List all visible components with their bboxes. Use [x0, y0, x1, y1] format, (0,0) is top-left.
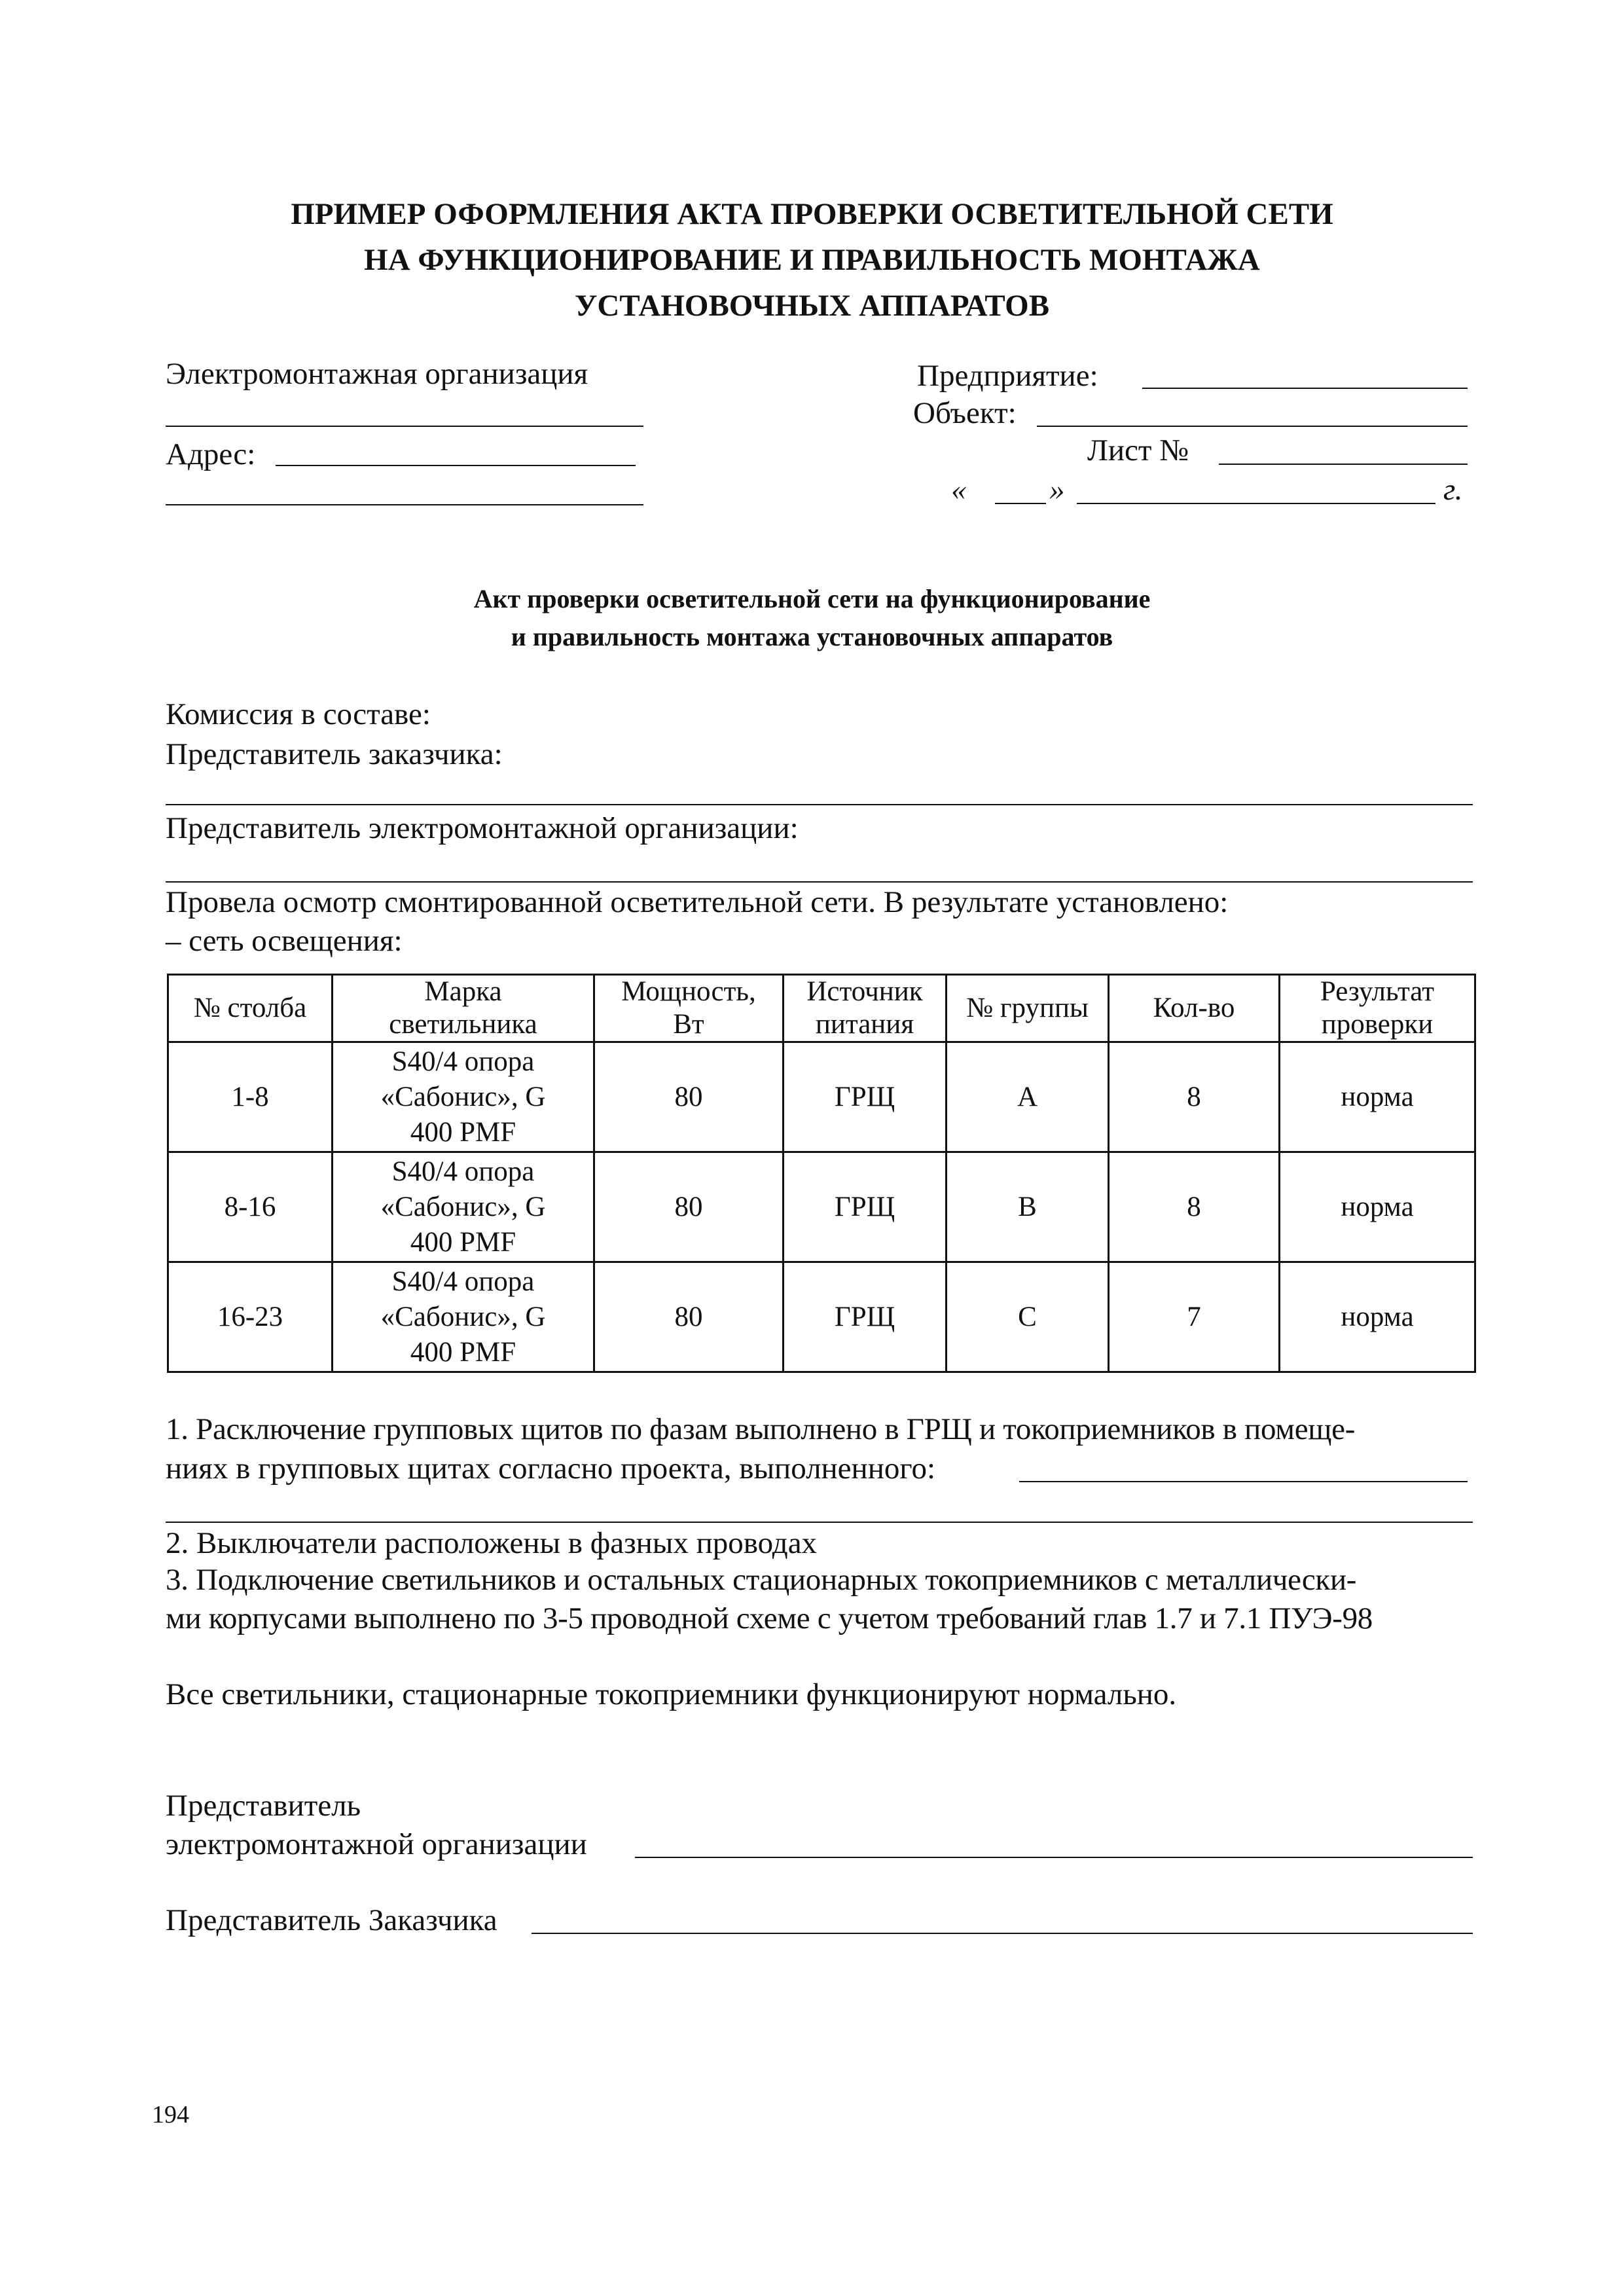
object-label: Объект: [913, 396, 1017, 430]
sheet-label: Лист № [1087, 433, 1189, 467]
item-1-project-line-2 [166, 1522, 1473, 1523]
cell-result: норма [1280, 1262, 1475, 1372]
title-line-3: УСТАНОВОЧНЫХ АППАРАТОВ [574, 289, 1050, 323]
cell-source: ГРЩ [784, 1042, 947, 1152]
sheet-line [1219, 464, 1468, 465]
address-line [276, 465, 636, 466]
cell-brand: S40/4 опора «Сабонис», G 400 PMF [333, 1152, 594, 1262]
signature-contractor-line [635, 1857, 1473, 1858]
year-suffix: г. [1443, 473, 1463, 507]
cell-count: 8 [1109, 1152, 1280, 1262]
contractor-rep-label: Представитель электромонтажной организации: [166, 811, 799, 845]
signature-customer-label: Представитель Заказчика [166, 1903, 497, 1937]
customer-rep-line [166, 804, 1473, 805]
conclusion-text: Все светильники, стационарные токоприемники функционируют нормально. [166, 1677, 1177, 1711]
item-1-line-1: 1. Расключение групповых щитов по фазам выполнено в ГРЩ и токоприемников в помеще- [166, 1412, 1356, 1446]
header-power: Мощность, Вт [594, 975, 784, 1042]
cell-pole: 16-23 [168, 1262, 333, 1372]
title-line-2: НА ФУНКЦИОНИРОВАНИЕ И ПРАВИЛЬНОСТЬ МОНТАЖА [364, 243, 1260, 277]
commission-label: Комиссия в составе: [166, 697, 431, 731]
date-open-quote: « [951, 473, 967, 507]
org-label: Электромонтажная организация [166, 357, 588, 391]
cell-pole: 8-16 [168, 1152, 333, 1262]
cell-result: норма [1280, 1152, 1475, 1262]
address-line-2 [166, 504, 643, 505]
customer-rep-label: Представитель заказчика: [166, 737, 503, 771]
item-1-line-2: ниях в групповых щитах согласно проекта, выполненного: [166, 1451, 936, 1486]
page-number: 194 [152, 2101, 189, 2128]
cell-power: 80 [594, 1152, 784, 1262]
org-name-line [166, 426, 643, 427]
cell-result: норма [1280, 1042, 1475, 1152]
address-label: Адрес: [166, 437, 256, 471]
document-title [0, 191, 1624, 329]
enterprise-line [1142, 388, 1468, 389]
cell-count: 8 [1109, 1042, 1280, 1152]
act-title-line-1: Акт проверки осветительной сети на функционирование [473, 584, 1151, 613]
cell-group: B [947, 1152, 1109, 1262]
header-brand: Марка светильника [333, 975, 594, 1042]
cell-group: C [947, 1262, 1109, 1372]
cell-source: ГРЩ [784, 1152, 947, 1262]
network-label: – сеть освещения: [166, 924, 403, 958]
signature-customer-line [532, 1933, 1473, 1934]
header-source: Источник питания [784, 975, 947, 1042]
item-3-line-1: 3. Подключение светильников и остальных стационарных токоприемников с металлически- [166, 1563, 1357, 1597]
cell-pole: 1-8 [168, 1042, 333, 1152]
cell-count: 7 [1109, 1262, 1280, 1372]
contractor-rep-line [166, 881, 1473, 883]
enterprise-label: Предприятие: [917, 359, 1098, 393]
cell-group: A [947, 1042, 1109, 1152]
header-pole: № столба [168, 975, 333, 1042]
object-line [1037, 426, 1468, 427]
signature-contractor-line-2: электромонтажной организации [166, 1827, 587, 1861]
date-month-line [1077, 503, 1435, 504]
header-count: Кол-во [1109, 975, 1280, 1042]
table-header-row [168, 975, 1475, 1042]
header-group: № группы [947, 975, 1109, 1042]
date-day-line [995, 503, 1046, 504]
cell-power: 80 [594, 1042, 784, 1152]
cell-brand: S40/4 опора «Сабонис», G 400 PMF [333, 1262, 594, 1372]
table-row [168, 1042, 1475, 1152]
cell-power: 80 [594, 1262, 784, 1372]
header-result: Результат проверки [1280, 975, 1475, 1042]
signature-contractor-line-1: Представитель [166, 1789, 361, 1823]
act-title [0, 580, 1624, 656]
title-line-1: ПРИМЕР ОФОРМЛЕНИЯ АКТА ПРОВЕРКИ ОСВЕТИТЕЛЬНОЙ СЕТИ [291, 197, 1333, 231]
item-1-project-line [1019, 1481, 1468, 1482]
lighting-table [167, 974, 1476, 1373]
table-row [168, 1152, 1475, 1262]
item-2: 2. Выключатели расположены в фазных проводах [166, 1526, 818, 1560]
cell-source: ГРЩ [784, 1262, 947, 1372]
cell-brand: S40/4 опора «Сабонис», G 400 PMF [333, 1042, 594, 1152]
date-close-quote: » [1049, 473, 1065, 507]
act-title-line-2: и правильность монтажа установочных аппаратов [511, 622, 1113, 651]
item-3-line-2: ми корпусами выполнено по 3-5 проводной схеме с учетом требований глав 1.7 и 7.1 ПУЭ-98 [166, 1601, 1373, 1635]
table-row [168, 1262, 1475, 1372]
inspection-text: Провела осмотр смонтированной осветительной сети. В результате установлено: [166, 885, 1229, 919]
